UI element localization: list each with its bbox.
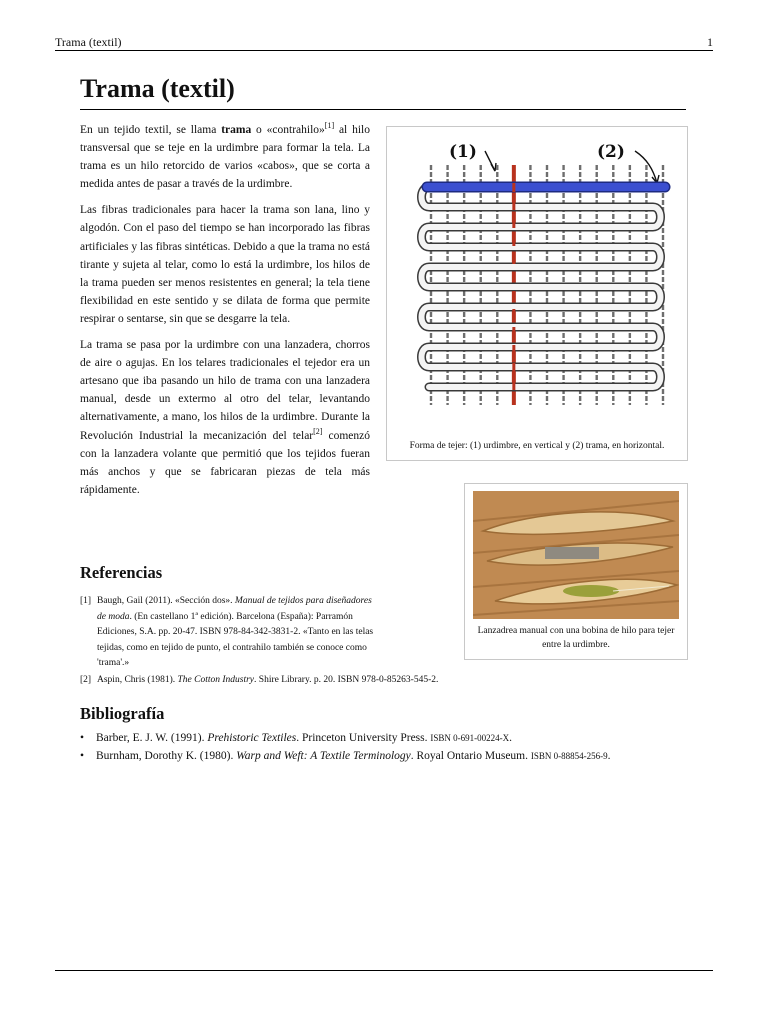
reference-2	[80, 673, 500, 689]
weft-label: (2)	[597, 142, 625, 162]
book-title: Warp and Weft: A Textile Terminology	[236, 750, 411, 762]
shuttle-photo-image	[473, 491, 679, 619]
text-run: .	[509, 732, 513, 744]
shuttle-opening	[545, 547, 599, 559]
text-run: Burnham, Dorothy K. (1980).	[96, 750, 237, 762]
article-title: Trama (textil)	[80, 72, 686, 110]
reference-number: [1]	[80, 596, 92, 606]
bibliography-item-1	[80, 729, 720, 747]
weave-figure	[386, 126, 688, 461]
paragraph-1	[80, 121, 370, 193]
running-header	[55, 35, 713, 51]
text-run: o «contrahilo»	[251, 124, 325, 136]
text-run: Barber, E. J. W. (1991).	[96, 732, 208, 744]
article-body	[80, 121, 370, 507]
text-run: La trama se pasa por la urdimbre con una lanzadera, chorros de aire o agujas. En los telares tradicionales el tejedor era un artesano que iba pasando un hilo de trama con una lanzadera manual, desde un extermo al otro del telar, levantando alternativamente, a mano, los hilos de la urdimbre. Durante la Revolución Industrial la mecanización del telar	[80, 339, 370, 442]
weave-grid	[422, 165, 666, 405]
weave-diagram-image	[399, 133, 675, 433]
text-run: comenzó con la lanzadera volante que permitió que los tejidos fueran más anchos y que se fabricaran piezas de tela más rápidamente.	[80, 429, 370, 496]
book-title: Prehistoric Textiles	[207, 732, 297, 744]
warp-label: (1)	[449, 142, 477, 162]
text-run: Baugh, Gail (2011). «Sección dos».	[97, 596, 235, 606]
citation-link-2[interactable]: [2]	[313, 426, 323, 436]
text-run: En un tejido textil, se llama	[80, 124, 222, 136]
text-run: . Royal Ontario Museum.	[410, 750, 531, 762]
text-run: Aspin, Chris (1981).	[97, 674, 178, 685]
shuttle-caption: Lanzadrea manual con una bobina de hilo para tejer entre la urdimbre.	[477, 626, 675, 650]
text-run: . Princeton University Press.	[296, 732, 431, 744]
paragraph-2: Las fibras tradicionales para hacer la trama son lana, lino y algodón. Con el paso del tiempo se han incorporado las fibras artificiales y las fibras sintéticas. Debido a que la trama no está tirante y sujeta al telar, como lo está la urdimbre, los hilos de la trama pueden ser menos resistentes en general; la tela tiene flexibilidad en este sentido y se dilata de forma que permite respirar o sentarse, sin que se desgarre la tela.	[80, 204, 370, 325]
bibliography-list	[80, 729, 720, 765]
running-header-title: Trama (textil)	[55, 35, 122, 49]
warp-arrowhead-icon	[491, 163, 496, 171]
reference-text	[93, 594, 380, 672]
text-run: . Shire Library. p. 20. ISBN 978-0-85263-545-2.	[254, 674, 439, 685]
paragraph-3	[80, 336, 370, 499]
bullet: •	[80, 750, 85, 762]
reference-text	[93, 673, 497, 689]
text-run: . (En castellano 1ª edición). Barcelona (España): Parramón Ediciones, S.A. pp. 20-47. ISBN 978-84-342-3831-2. «Tanto en las telas tejidas, como en tejido de punto, el contrahilo también se conoce como 'trama'.»	[97, 611, 374, 668]
footer-rule	[55, 970, 713, 971]
text-run: al hilo transversal que se teje en la urdimbre para formar la tela. La trama es un hilo retorcido de varios «cabos», que se corta a medida antes de pasar a través de la urdimbre.	[80, 124, 370, 191]
weave-caption: Forma de tejer: (1) urdimbre, en vertical y (2) trama, en horizontal.	[409, 441, 665, 451]
bold-term: trama	[221, 124, 252, 136]
text-run: .	[607, 750, 611, 762]
references-list	[80, 594, 500, 689]
thread-bobbin	[563, 585, 619, 597]
reference-number: [2]	[80, 674, 92, 685]
weft-loops	[422, 187, 664, 387]
citation-link-1[interactable]: [1]	[324, 121, 335, 130]
bibliography-heading: Bibliografía	[80, 704, 165, 723]
page-number: 1	[707, 35, 713, 49]
reference-title: Manual de tejidos para diseñadores de moda	[97, 596, 372, 622]
bullet: •	[80, 732, 85, 744]
isbn-link[interactable]: ISBN 0-691-00224-X	[430, 733, 510, 743]
reference-title: The Cotton Industry	[177, 674, 255, 685]
references-heading: Referencias	[80, 563, 163, 582]
isbn-link[interactable]: ISBN 0-88854-256-9	[530, 751, 608, 761]
bibliography-item-2	[80, 747, 720, 765]
reference-1	[80, 594, 500, 672]
